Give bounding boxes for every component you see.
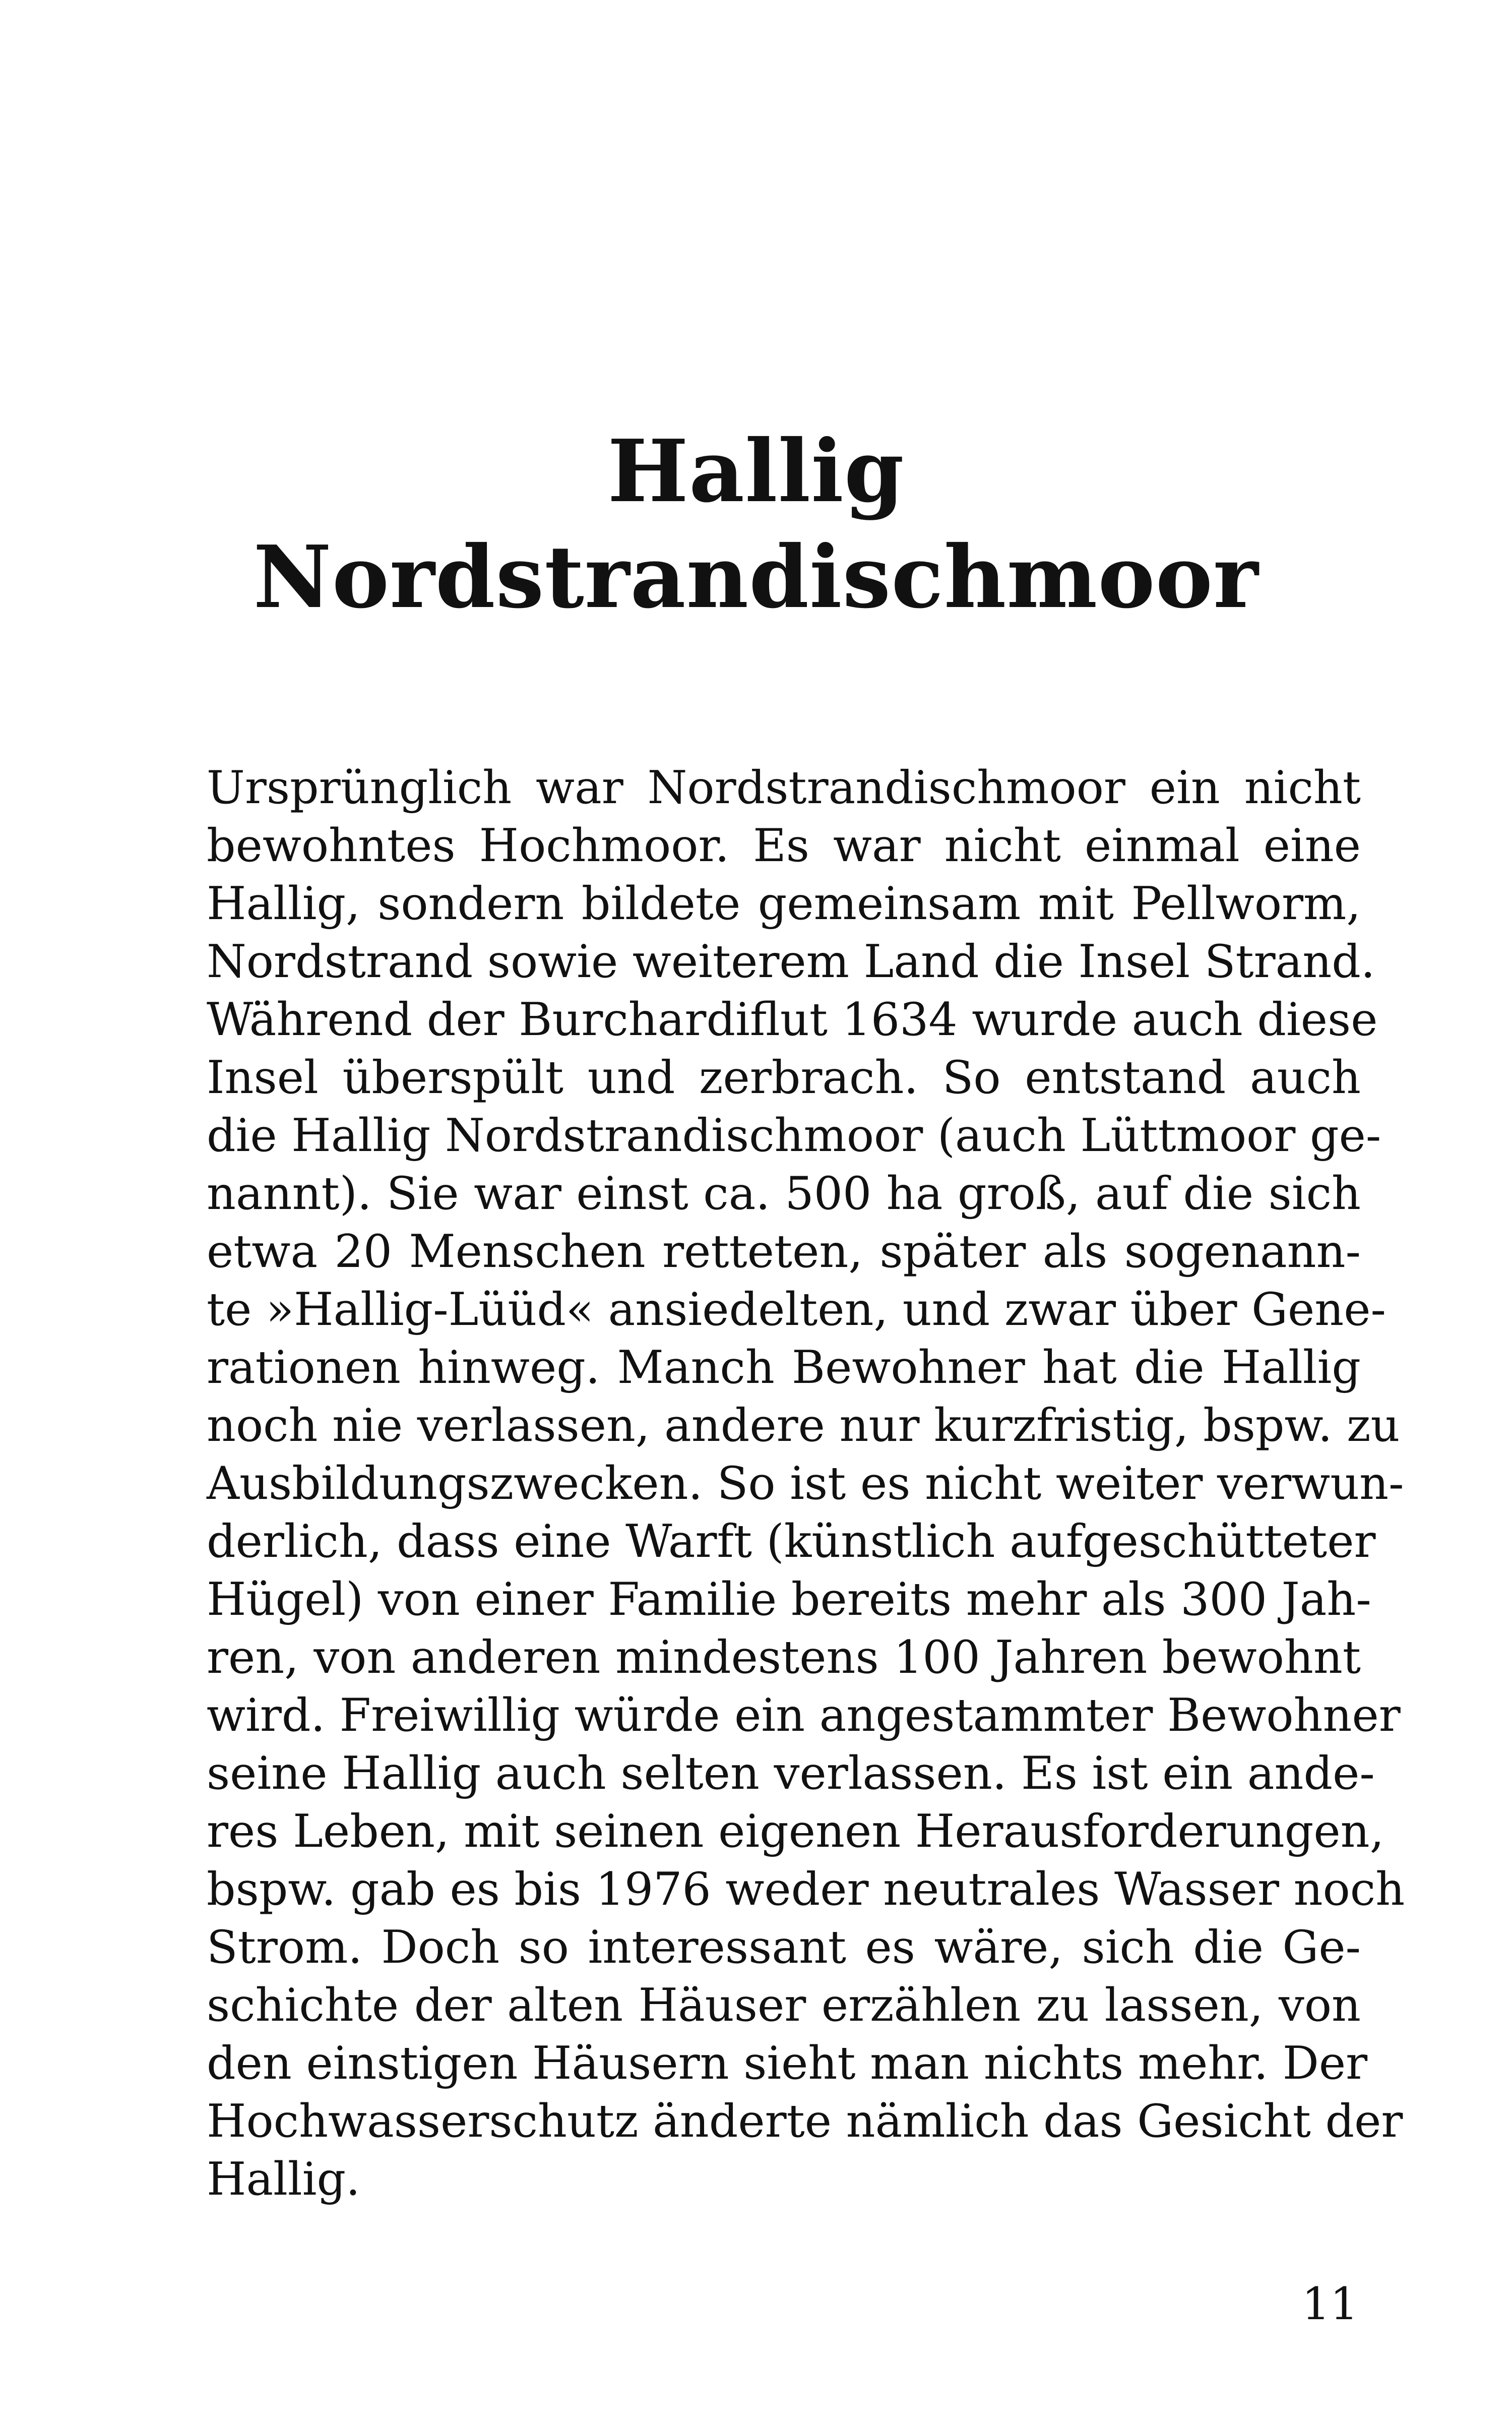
text-line: den einstigen Häusern sieht man nichts mehr. Der <box>207 2037 1368 2090</box>
text-line: etwa 20 Menschen retteten, später als sogenann- <box>207 1225 1361 1278</box>
text-line: wird. Freiwillig würde ein angestammter Bewohner <box>207 1689 1401 1742</box>
text-line: Ausbildungszwecken. So ist es nicht weiter verwun- <box>207 1457 1404 1510</box>
text-line: die Hallig Nordstrandischmoor (auch Lüttmoor ge- <box>207 1109 1381 1162</box>
text-line: bspw. gab es bis 1976 weder neutrales Wasser noch <box>207 1863 1405 1916</box>
chapter-title-line-1: Hallig <box>607 421 905 522</box>
text-line: Hallig, sondern bildete gemeinsam mit Pellworm, <box>207 877 1361 930</box>
text-line: Ursprünglich war Nordstrandischmoor ein nicht <box>207 761 1361 814</box>
text-line: Strom. Doch so interessant es wäre, sich die Ge- <box>207 1921 1361 1974</box>
text-line: Hochwasserschutz änderte nämlich das Gesicht der <box>207 2095 1403 2148</box>
text-line: Insel überspült und zerbrach. So entstand auch <box>207 1051 1361 1104</box>
text-line: ren, von anderen mindestens 100 Jahren bewohnt <box>207 1631 1361 1684</box>
text-line: Nordstrand sowie weiterem Land die Insel Strand. <box>207 935 1375 988</box>
text-line: noch nie verlassen, andere nur kurzfristig, bspw. zu <box>207 1399 1400 1452</box>
text-line-last: Hallig. <box>207 2153 360 2206</box>
text-line: schichte der alten Häuser erzählen zu lassen, von <box>207 1979 1361 2032</box>
chapter-title <box>0 418 1512 630</box>
text-line: nannt). Sie war einst ca. 500 ha groß, auf die sich <box>207 1167 1361 1220</box>
text-line: derlich, dass eine Warft (künstlich aufgeschütteter <box>207 1515 1376 1568</box>
body-paragraph <box>207 759 1405 2208</box>
text-line: Hügel) von einer Familie bereits mehr als 300 Jah- <box>207 1573 1371 1626</box>
text-line: seine Hallig auch selten verlassen. Es ist ein ande- <box>207 1747 1375 1800</box>
text-line: bewohntes Hochmoor. Es war nicht einmal eine <box>207 819 1361 872</box>
page-number: 11 <box>1302 2278 1358 2330</box>
text-line: Während der Burchardiflut 1634 wurde auch diese <box>207 993 1378 1046</box>
chapter-title-line-2: Nordstrandischmoor <box>253 527 1259 628</box>
text-line: rationen hinweg. Manch Bewohner hat die Hallig <box>207 1341 1361 1394</box>
text-line: res Leben, mit seinen eigenen Herausforderungen, <box>207 1805 1384 1858</box>
text-line: te »Hallig-Lüüd« ansiedelten, und zwar über Gene- <box>207 1283 1386 1336</box>
